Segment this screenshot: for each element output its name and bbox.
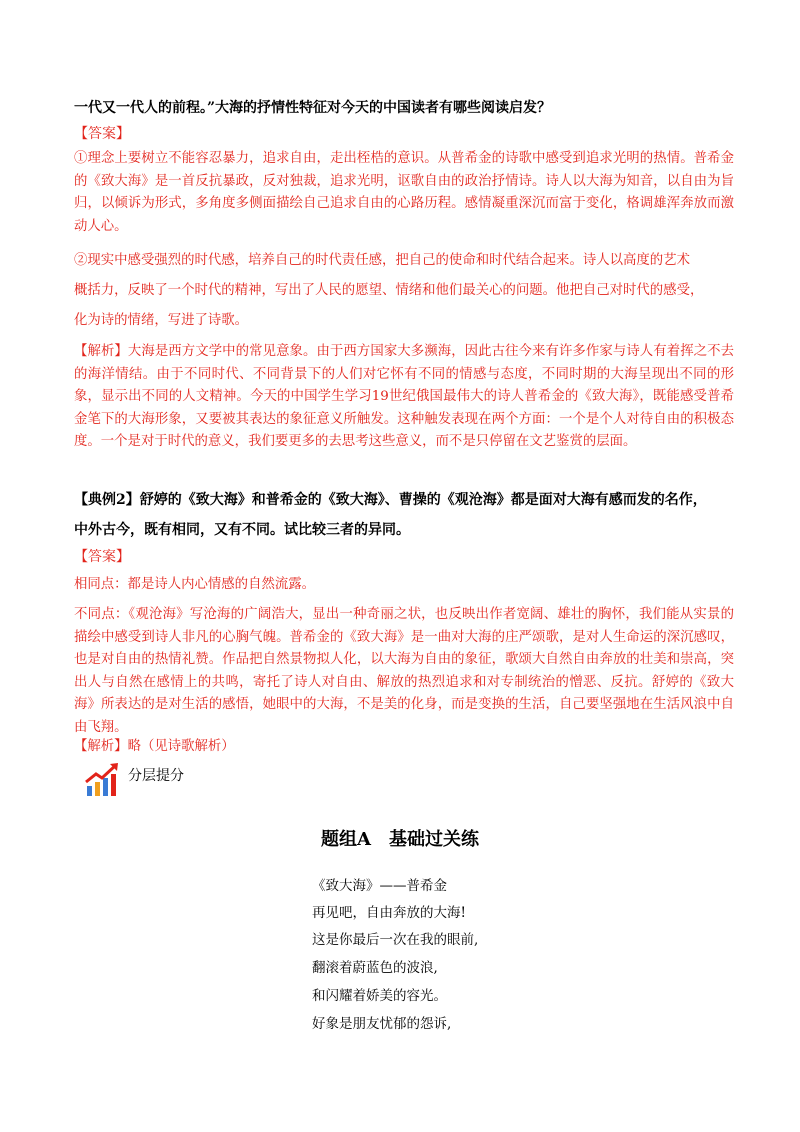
- poem-line: 好象是朋友忧郁的怨诉,: [312, 1016, 452, 1032]
- answer-1: [74, 148, 734, 238]
- question-1-tail: 一代又一代人的前程。”大海的抒情性特征对今天的中国读者有哪些阅读启发？: [74, 100, 552, 116]
- analysis-tag-2: 【解析】: [74, 739, 128, 754]
- answer-tag-1: 【答案】: [74, 126, 130, 142]
- example-2-line-1: 【典例2】舒婷的《致大海》和普希金的《致大海》、曹操的《观沧海》都是面对大海有感而发的名作，: [74, 492, 707, 508]
- poem-line: 翻滚着蔚蓝色的波浪,: [312, 960, 438, 976]
- poem-title: 《致大海》——普希金: [312, 878, 447, 894]
- answer-1-para-2-line-1: ②现实中感受强烈的时代感，培养自己的时代责任感，把自己的使命和时代结合起来。诗人以高度的艺术: [74, 253, 690, 268]
- answer-1-para-2-line-2: 概括力，反映了一个时代的精神，写出了人民的愿望、情绪和他们最关心的问题。他把自己对时代的感受，: [74, 283, 704, 298]
- answer-2-diff-text: 不同点：《观沧海》写沧海的广阔浩大，显出一种奇丽之状，也反映出作者宽阔、雄壮的胸怀，我们能从实景的描绘中感受到诗人非凡的心胸气魄。普希金的《致大海》是一曲对大海的庄严颂歌，是对人生命运的深沉感叹，也是对自由的热情礼赞。作品把自然景物拟人化，以大海为自由的象征，歌颂大自然自由奔放的壮美和崇高，突出人与自然在感情上的共鸣，寄托了诗人对自由、解放的热烈追求和对专制统治的憎恶、反抗。舒婷的《致大海》所表达的是对生活的感悟，她眼中的大海，不是美的化身，而是变换的生活，自己要坚强地在生活风浪中自由飞翔。: [74, 607, 734, 735]
- example-2-line-2: 中外古今，既有相同，又有不同。试比较三者的异同。: [74, 522, 410, 538]
- answer-1-para-1: ①理念上要树立不能容忍暴力，追求自由，走出桎梏的意识。从普希金的诗歌中感受到追求光明的热情。普希金的《致大海》是一首反抗暴政，反对独裁，追求光明，讴歌自由的政治抒情诗。诗人以大海为知音，以自由为旨归，以倾诉为形式，多角度多侧面描绘自己追求自由的心路历程。感情凝重深沉而富于变化，格调雄浑奔放而激动人心。: [74, 151, 734, 234]
- analysis-tag-1: 【解析】: [74, 344, 128, 359]
- section-label: 分层提分: [128, 768, 184, 784]
- analysis-1: [74, 341, 734, 454]
- analysis-2: [74, 736, 734, 759]
- poem-line: 和闪耀着娇美的容光。: [312, 988, 447, 1004]
- poem-line: 再见吧，自由奔放的大海!: [312, 905, 466, 921]
- answer-1-part-2: [74, 246, 734, 336]
- answer-1-para-2-line-3: 化为诗的情绪，写进了诗歌。: [74, 313, 249, 328]
- group-title: 题组A 基础过关练: [321, 829, 479, 850]
- analysis-2-text: 略（见诗歌解析）: [127, 739, 235, 754]
- answer-2-same: [74, 574, 734, 597]
- answer-2-diff: [74, 604, 734, 739]
- poem-line: 这是你最后一次在我的眼前,: [312, 932, 479, 948]
- growth-chart-icon: [84, 762, 120, 798]
- analysis-1-text: 大海是西方文学中的常见意象。由于西方国家大多濒海，因此古往今来有许多作家与诗人有着挥之不去的海洋情结。由于不同时代、不同背景下的人们对它怀有不同的情感与态度，不同时期的大海呈现出不同的形象，显示出不同的人文精神。今天的中国学生学习19世纪俄国最伟大的诗人普希金的《致大海》，既能感受普希金笔下的大海形象，又要被其表达的象征意义所触发。这种触发表现在两个方面：一个是个人对待自由的积极态度。一个是对于时代的意义，我们要更多的去思考这些意义，而不是只停留在文艺鉴赏的层面。: [74, 344, 735, 449]
- answer-tag-2: 【答案】: [74, 549, 130, 565]
- answer-2-same-text: 相同点：都是诗人内心情感的自然流露。: [74, 577, 316, 592]
